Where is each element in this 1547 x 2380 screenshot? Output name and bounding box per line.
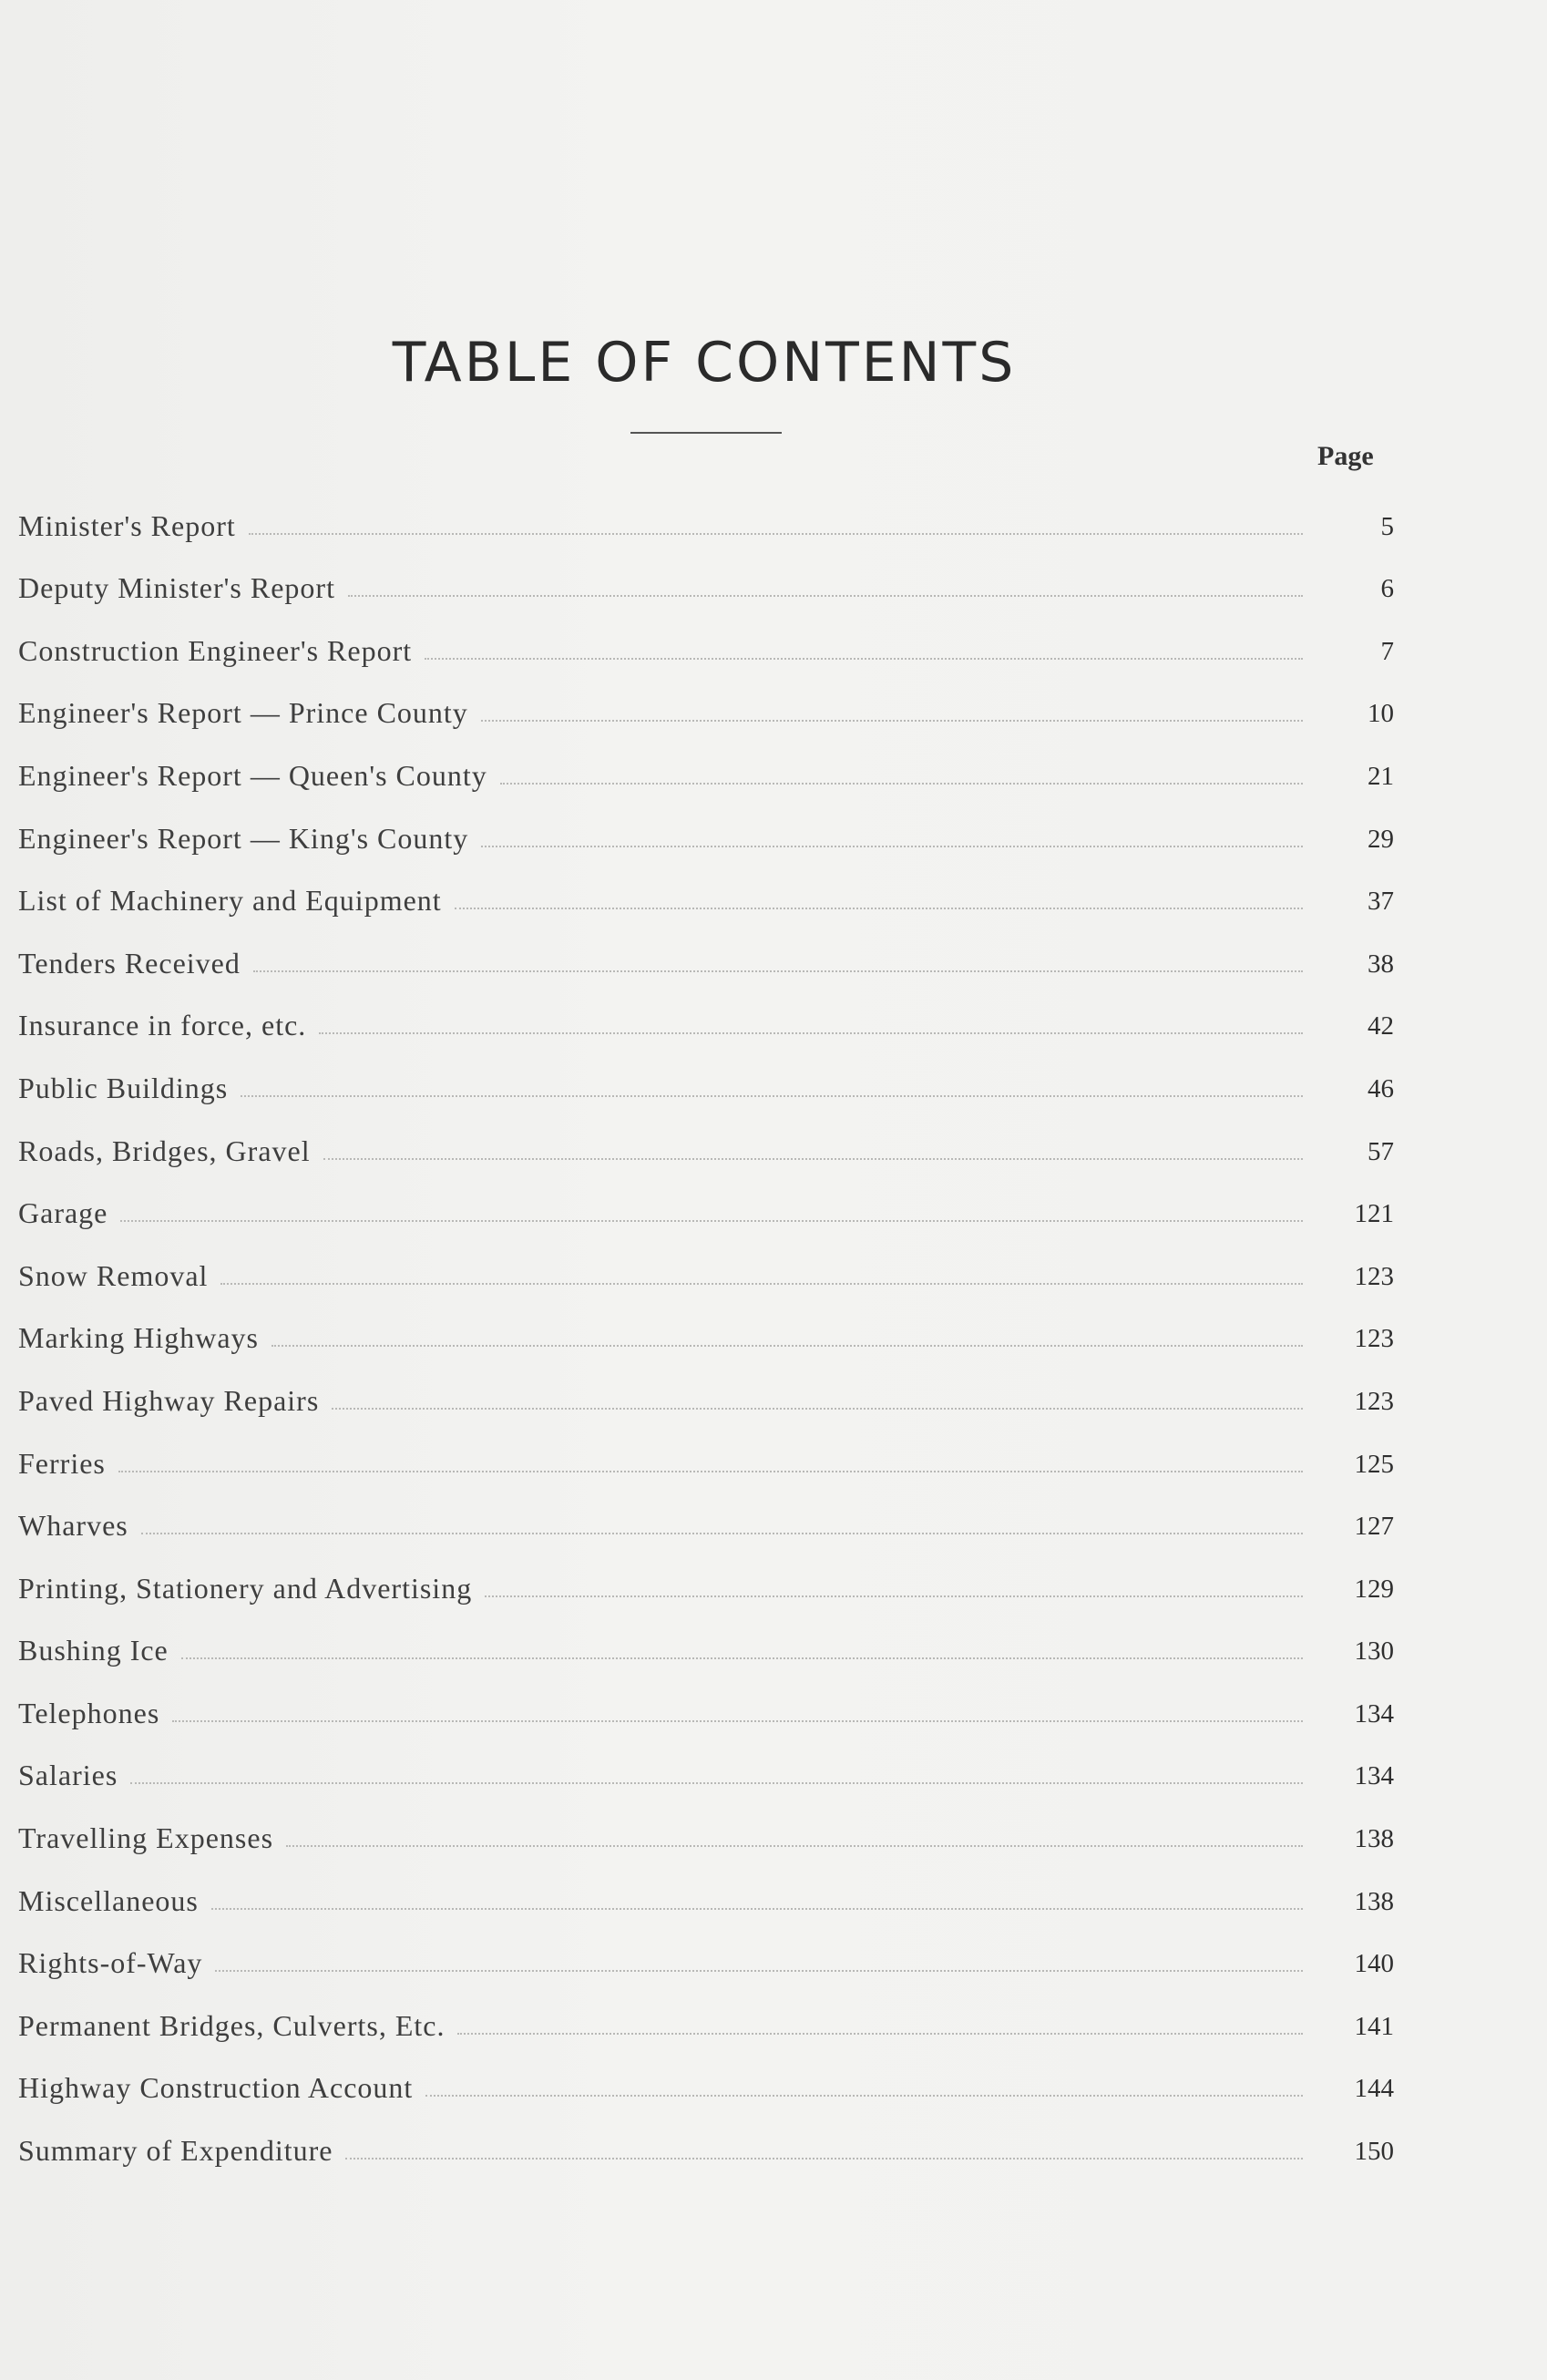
- toc-entry-label: Paved Highway Repairs: [18, 1383, 320, 1417]
- toc-entry-label: Tenders Received: [18, 946, 241, 980]
- toc-entry-label: Roads, Bridges, Gravel: [18, 1134, 311, 1167]
- toc-entry: [18, 682, 1394, 744]
- toc-entry: [18, 994, 1394, 1057]
- toc-dot-leader: [249, 533, 1303, 535]
- toc-entry: [18, 1869, 1394, 1932]
- toc-entry: [18, 1182, 1394, 1245]
- toc-entry: [18, 1744, 1394, 1807]
- toc-entry-page: 37: [1368, 887, 1394, 917]
- page-column-label: Page: [1317, 441, 1374, 471]
- toc-entry: [18, 1494, 1394, 1557]
- toc-entry: [18, 1994, 1394, 2057]
- toc-dot-leader: [181, 1657, 1303, 1659]
- page-title: TABLE OF CONTENTS: [392, 331, 1017, 395]
- toc-entry-label: Minister's Report: [18, 508, 236, 542]
- toc-dot-leader: [425, 2095, 1303, 2097]
- toc-entry-label: Snow Removal: [18, 1258, 209, 1292]
- toc-entry-label: Highway Construction Account: [18, 2071, 414, 2105]
- toc-entry-page: 144: [1354, 2074, 1394, 2104]
- toc-entry: [18, 1056, 1394, 1119]
- toc-entry-page: 38: [1368, 949, 1394, 979]
- toc-entry-label: Salaries: [18, 1759, 118, 1792]
- toc-entry-label: Ferries: [18, 1446, 106, 1480]
- toc-entry: [18, 2057, 1394, 2119]
- toc-entry: [18, 494, 1394, 557]
- toc-entry: [18, 806, 1394, 869]
- toc-entry: [18, 2118, 1394, 2181]
- toc-entry-page: 5: [1380, 511, 1394, 541]
- toc-dot-leader: [271, 1345, 1303, 1347]
- toc-dot-leader: [485, 1595, 1303, 1597]
- toc-entry: [18, 1619, 1394, 1682]
- toc-dot-leader: [345, 2158, 1303, 2159]
- toc-entry-label: Marking Highways: [18, 1321, 259, 1355]
- toc-entry-page: 57: [1368, 1136, 1394, 1166]
- toc-entry-page: 130: [1354, 1636, 1394, 1667]
- toc-entry-label: Engineer's Report — King's County: [18, 821, 469, 855]
- toc-entry: [18, 1369, 1394, 1431]
- toc-dot-leader: [118, 1471, 1303, 1472]
- toc-dot-leader: [120, 1220, 1303, 1222]
- toc-entry-page: 127: [1354, 1512, 1394, 1542]
- toc-entry: [18, 619, 1394, 682]
- toc-entry: [18, 1681, 1394, 1744]
- toc-entry-label: Travelling Expenses: [18, 1821, 274, 1855]
- toc-entry-page: 138: [1354, 1824, 1394, 1854]
- table-of-contents: [18, 494, 1394, 2181]
- toc-dot-leader: [172, 1720, 1303, 1722]
- toc-entry: [18, 1119, 1394, 1182]
- toc-entry-label: Garage: [18, 1196, 108, 1230]
- toc-entry-page: 121: [1354, 1199, 1394, 1229]
- toc-entry: [18, 931, 1394, 994]
- toc-entry-label: Engineer's Report — Queen's County: [18, 758, 487, 792]
- toc-dot-leader: [211, 1908, 1303, 1910]
- toc-entry-label: Summary of Expenditure: [18, 2134, 333, 2168]
- toc-entry-page: 140: [1354, 1949, 1394, 1979]
- toc-dot-leader: [425, 658, 1303, 660]
- toc-entry-label: Rights-of-Way: [18, 1946, 203, 1980]
- toc-entry-label: Insurance in force, etc.: [18, 1009, 307, 1042]
- toc-entry-label: Construction Engineer's Report: [18, 633, 413, 667]
- toc-dot-leader: [500, 783, 1303, 785]
- toc-entry-label: Printing, Stationery and Advertising: [18, 1571, 473, 1605]
- toc-entry-page: 123: [1354, 1261, 1394, 1291]
- toc-dot-leader: [323, 1158, 1303, 1160]
- toc-dot-leader: [215, 1970, 1303, 1972]
- toc-dot-leader: [348, 595, 1303, 597]
- toc-entry-label: List of Machinery and Equipment: [18, 884, 442, 918]
- toc-entry: [18, 744, 1394, 806]
- toc-dot-leader: [457, 2033, 1303, 2035]
- toc-entry-page: 123: [1354, 1386, 1394, 1416]
- toc-entry: [18, 1307, 1394, 1370]
- toc-entry-page: 42: [1368, 1011, 1394, 1041]
- toc-dot-leader: [319, 1032, 1303, 1034]
- toc-entry-page: 21: [1368, 761, 1394, 791]
- toc-entry-label: Telephones: [18, 1696, 160, 1729]
- toc-dot-leader: [332, 1408, 1303, 1410]
- toc-entry-page: 134: [1354, 1761, 1394, 1791]
- toc-dot-leader: [253, 970, 1303, 972]
- toc-dot-leader: [220, 1283, 1303, 1285]
- toc-entry-page: 10: [1368, 699, 1394, 729]
- toc-entry-label: Engineer's Report — Prince County: [18, 696, 468, 730]
- toc-entry-page: 134: [1354, 1698, 1394, 1729]
- toc-dot-leader: [481, 720, 1303, 722]
- toc-entry-label: Wharves: [18, 1509, 128, 1543]
- toc-entry: [18, 1431, 1394, 1494]
- toc-entry: [18, 869, 1394, 932]
- toc-dot-leader: [481, 846, 1303, 847]
- toc-entry-label: Miscellaneous: [18, 1883, 199, 1917]
- toc-entry-page: 125: [1354, 1449, 1394, 1479]
- toc-dot-leader: [455, 908, 1303, 909]
- toc-entry-page: 123: [1354, 1324, 1394, 1354]
- toc-entry: [18, 1556, 1394, 1619]
- toc-entry: [18, 1244, 1394, 1307]
- toc-entry: [18, 1932, 1394, 1995]
- toc-entry-page: 129: [1354, 1574, 1394, 1604]
- toc-dot-leader: [141, 1533, 1303, 1534]
- toc-entry-page: 141: [1354, 2011, 1394, 2041]
- toc-entry-page: 46: [1368, 1073, 1394, 1103]
- toc-entry-label: Public Buildings: [18, 1071, 229, 1104]
- toc-entry-page: 138: [1354, 1886, 1394, 1916]
- toc-entry-page: 150: [1354, 2137, 1394, 2167]
- toc-dot-leader: [286, 1845, 1303, 1847]
- toc-dot-leader: [241, 1095, 1303, 1097]
- title-divider: [630, 432, 782, 434]
- toc-dot-leader: [130, 1782, 1303, 1784]
- toc-entry-label: Bushing Ice: [18, 1634, 169, 1667]
- toc-entry-page: 7: [1380, 636, 1394, 666]
- toc-entry-page: 6: [1380, 574, 1394, 604]
- toc-entry-page: 29: [1368, 824, 1394, 854]
- toc-entry-label: Deputy Minister's Report: [18, 571, 335, 605]
- toc-entry: [18, 557, 1394, 620]
- toc-entry-label: Permanent Bridges, Culverts, Etc.: [18, 2008, 446, 2042]
- toc-entry: [18, 1806, 1394, 1869]
